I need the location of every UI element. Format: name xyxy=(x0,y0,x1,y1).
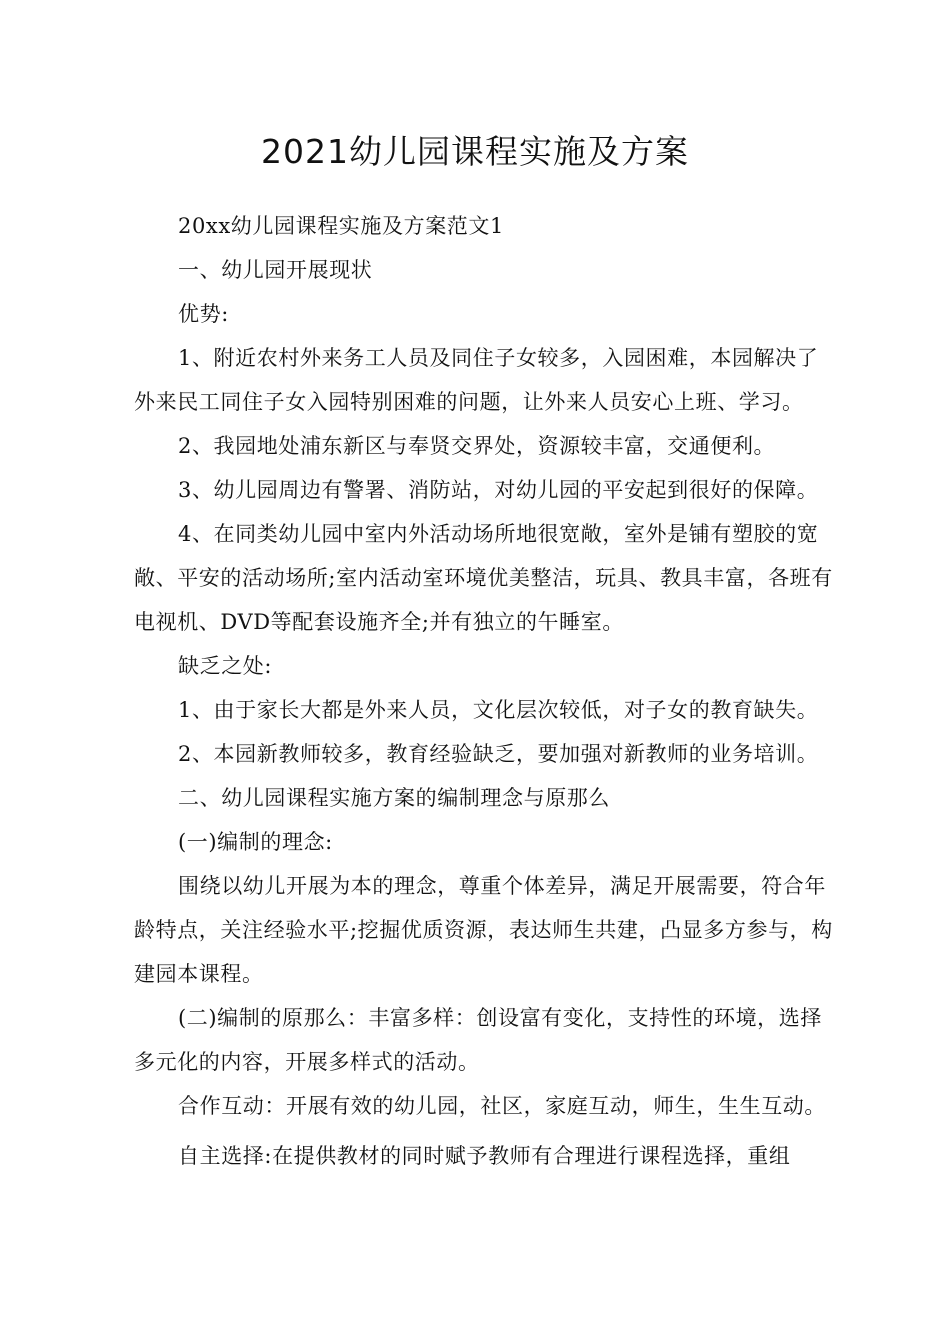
paragraph: 自主选择:在提供教材的同时赋予教师有合理进行课程选择，重组 xyxy=(178,1144,791,1168)
paragraph: 3、幼儿园周边有警署、消防站，对幼儿园的平安起到很好的保障。 xyxy=(178,478,819,502)
paragraph: 围绕以幼儿开展为本的理念，尊重个体差异，满足开展需要，符合年龄特点，关注经验水平;挖掘优质资源，表达师生共建，凸显多方参与，构建园本课程。 xyxy=(134,874,833,986)
paragraph: 1、附近农村外来务工人员及同住子女较多，入园困难，本园解决了外来民工同住子女入园特别困难的问题，让外来人员安心上班、学习。 xyxy=(134,346,819,414)
subheading: 优势: xyxy=(178,302,229,326)
paragraph: 20xx幼儿园课程实施及方案范文1 xyxy=(178,214,504,238)
paragraph: 2、我园地处浦东新区与奉贤交界处，资源较丰富，交通便利。 xyxy=(178,434,776,458)
paragraph: 2、本园新教师较多，教育经验缺乏，要加强对新教师的业务培训。 xyxy=(178,742,819,766)
section-heading: 二、幼儿园课程实施方案的编制理念与原那么 xyxy=(178,786,610,810)
paragraph: 合作互动：开展有效的幼儿园，社区，家庭互动，师生，生生互动。 xyxy=(178,1094,826,1118)
paragraph: (二)编制的原那么：丰富多样：创设富有变化，支持性的环境，选择多元化的内容，开展多样式的活动。 xyxy=(134,1006,822,1074)
subheading: 缺乏之处: xyxy=(178,654,273,678)
section-heading: 一、幼儿园开展现状 xyxy=(178,258,373,282)
document-title: 2021幼儿园课程实施及方案 xyxy=(261,132,689,171)
document-body xyxy=(134,204,834,1178)
subheading: (一)编制的理念: xyxy=(178,830,333,854)
paragraph: 4、在同类幼儿园中室内外活动场所地很宽敞，室外是铺有塑胶的宽敞、平安的活动场所;室内活动室环境优美整洁，玩具、教具丰富，各班有电视机、DVD等配套设施齐全;并有独立的午睡室。 xyxy=(134,522,833,634)
paragraph: 1、由于家长大都是外来人员，文化层次较低，对子女的教育缺失。 xyxy=(178,698,819,722)
